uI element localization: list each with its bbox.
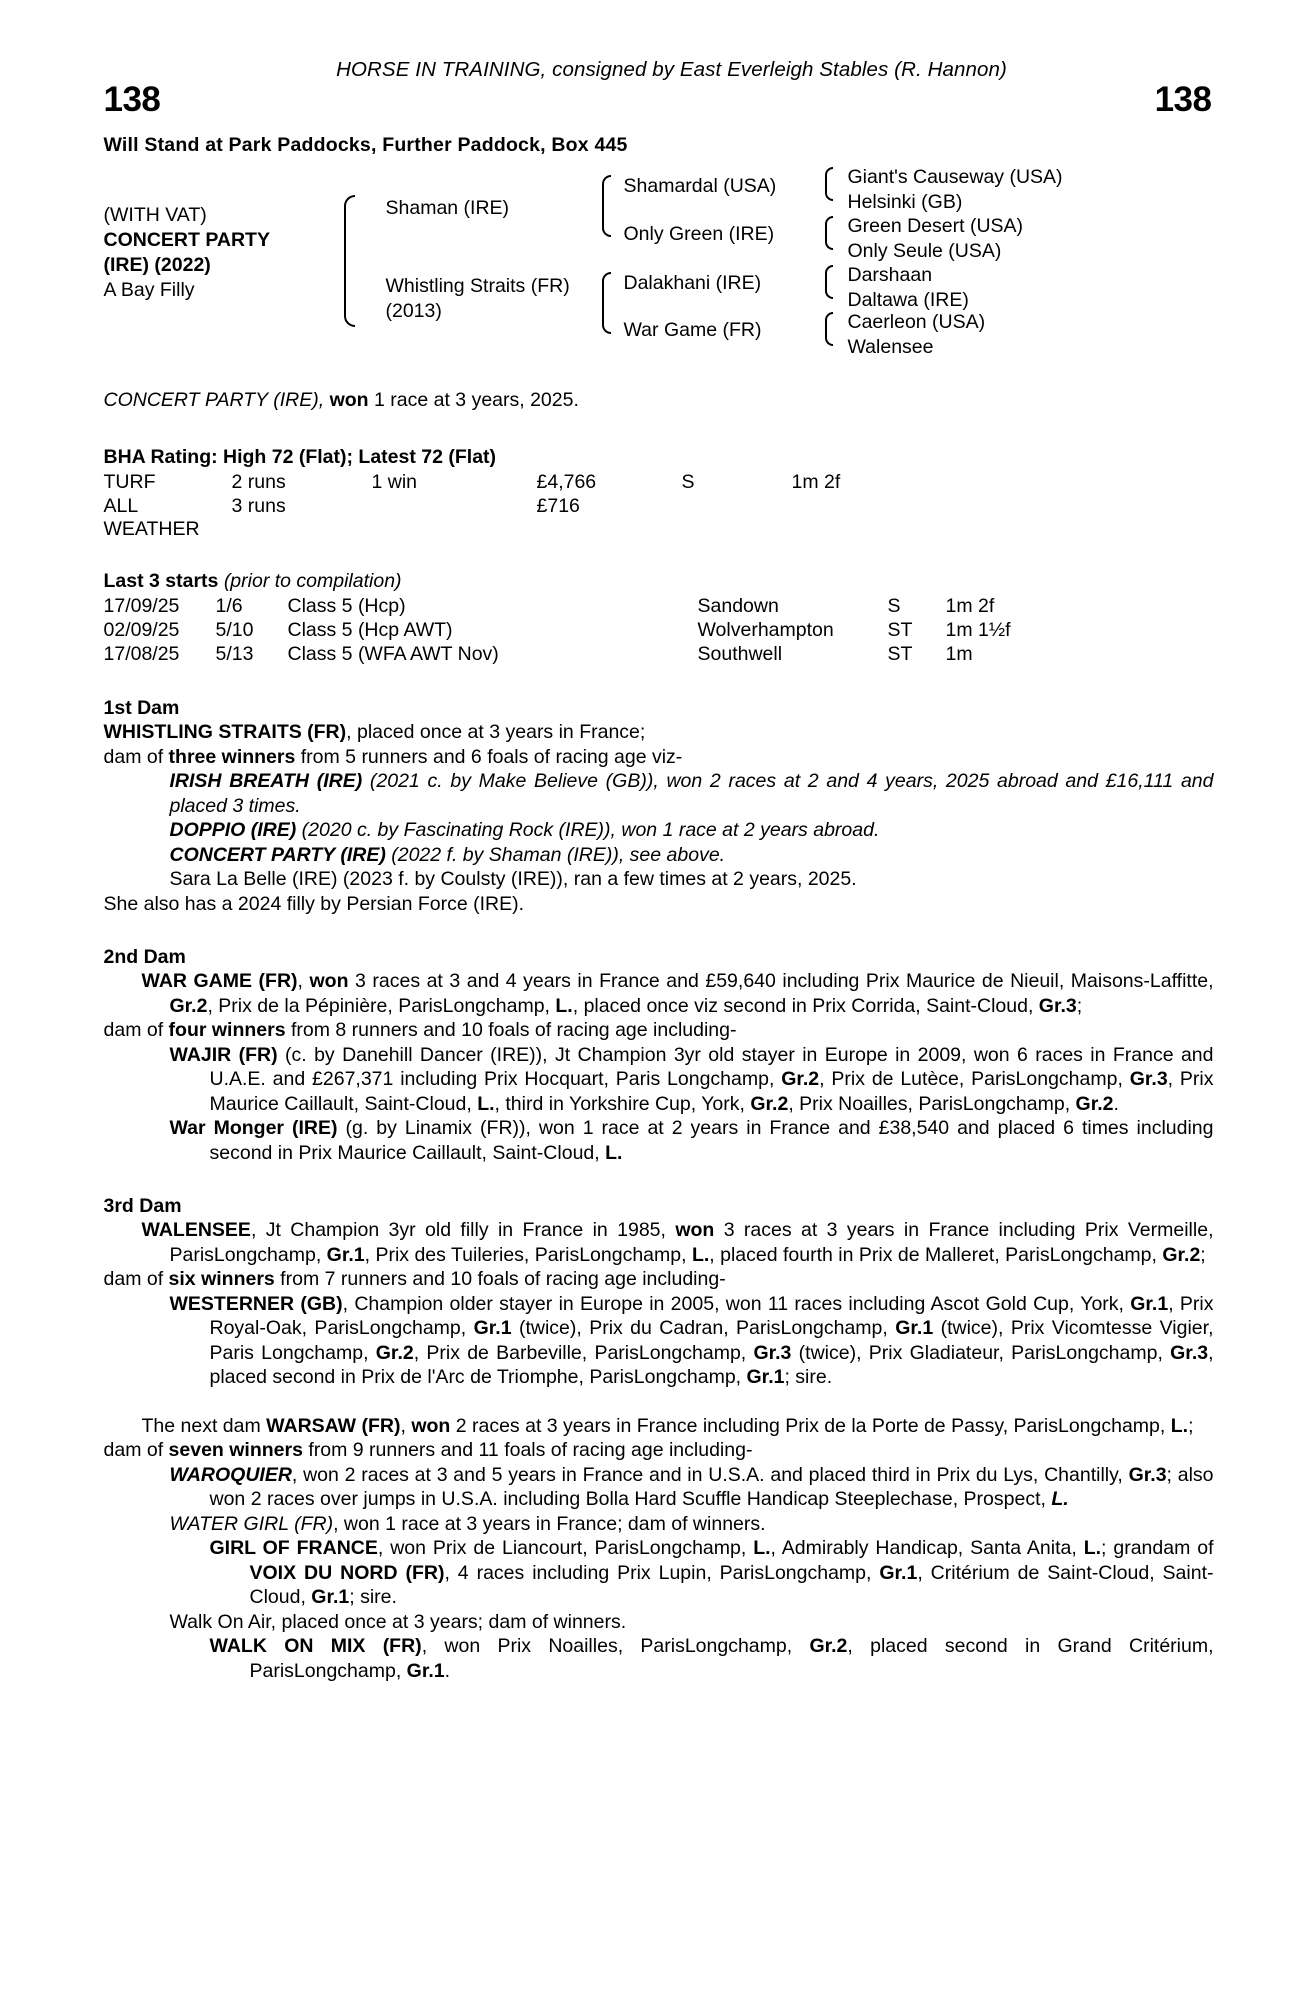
progeny-text: (2020 c. by Fascinating Rock (IRE)), won 1 race at 2 years abroad. xyxy=(296,819,880,841)
table-row xyxy=(104,595,1011,619)
pedigree-brace-gg4 xyxy=(820,312,846,346)
pedigree-table xyxy=(103,166,1218,358)
vat-note: (WITH VAT) xyxy=(103,204,207,226)
pedigree-sire-dam: Only Green (IRE) xyxy=(623,223,775,245)
first-dam-damof-post: from 5 runners and 6 foals of racing age viz- xyxy=(295,745,683,768)
stats-wins: 1 win xyxy=(371,471,418,493)
first-dam-line1: WHISTLING STRAITS (FR), placed once at 3 years in France; xyxy=(103,721,646,743)
bha-rating-heading: BHA Rating: High 72 (Flat); Latest 72 (Flat) xyxy=(103,446,497,468)
pedigree-brace-sire xyxy=(596,175,626,237)
lot-number-left: 138 xyxy=(103,80,161,119)
progeny-name: CONCERT PARTY (IRE) xyxy=(169,843,386,866)
start-distance: 1m 2f xyxy=(945,595,995,617)
stats-distance: 1m 2f xyxy=(791,471,841,493)
first-dam-closing: She also has a 2024 filly by Persian Force (IRE). xyxy=(103,892,525,915)
pedigree-brace-gg3 xyxy=(820,265,846,299)
next-dam-p2: dam of seven winners from 9 runners and 11 foals of racing age including- xyxy=(103,1439,753,1461)
race-summary-detail: 1 race at 3 years, 2025. xyxy=(374,389,579,411)
second-dam-heading: 2nd Dam xyxy=(103,946,186,968)
start-course: Sandown xyxy=(697,595,779,617)
third-dam-p2: dam of six winners from 7 runners and 10 foals of racing age including- xyxy=(103,1268,726,1290)
pedigree-dam-dam: War Game (FR) xyxy=(623,319,762,341)
progeny-text: (2022 f. by Shaman (IRE)), see above. xyxy=(385,843,726,866)
progeny-text: (2021 c. by Make Believe (GB)), won 2 races at 2 and 4 years, 2025 abroad and £16,111 and placed 3 times. xyxy=(169,770,1214,817)
pedigree-brace-gg2 xyxy=(820,216,846,250)
list-item xyxy=(104,818,1218,843)
next-dam-progeny-1: WAROQUIER, won 2 races at 3 and 5 years in France and in U.S.A. and placed third in Prix du Lys, Chantilly, Gr.3; also won 2 races over jumps in U.S.A. including Bolla Hard Scuffle Handicap Steeplechase, Prospect, L. xyxy=(169,1463,1214,1510)
lot-number-row xyxy=(98,80,1218,128)
progeny-text: (2023 f. by Coulsty (IRE)), ran a few times at 2 years, 2025. xyxy=(337,868,857,890)
first-dam-winners-count: three winners xyxy=(168,745,296,768)
pedigree-gg-2b: Only Seule (USA) xyxy=(847,240,1002,262)
next-dam-progeny-4: Walk On Air, placed once at 3 years; dam of winners. xyxy=(169,1610,627,1633)
stats-prize: £716 xyxy=(536,495,580,517)
pedigree-sire-sire: Shamardal (USA) xyxy=(623,175,777,197)
pedigree-brace-dam xyxy=(596,272,626,334)
pedigree-subject xyxy=(104,203,324,303)
pedigree-gg-2 xyxy=(848,214,1024,264)
pedigree-gg-3b: Daltawa (IRE) xyxy=(847,289,969,311)
table-row xyxy=(104,495,841,542)
start-distance: 1m 1½f xyxy=(945,619,1011,641)
stats-wins xyxy=(372,495,537,542)
stats-runs: 2 runs xyxy=(231,471,286,493)
third-dam-progeny-1: WESTERNER (GB), Champion older stayer in Europe in 2005, won 11 races including Ascot Gold Cup, York, Gr.1, Prix Royal-Oak, ParisLongchamp, Gr.1 (twice), Prix du Cadran, ParisLongchamp, Gr.1 (twice), Prix Vicomtesse Vigier, Paris Longchamp, Gr.2, Prix de Barbeville, ParisLongchamp, Gr.3 (twice), Prix Gladiateur, ParisLongchamp, Gr.3, placed second in Prix de l'Arc de Triomphe, ParisLongchamp, Gr.1; sire. xyxy=(169,1292,1214,1388)
first-dam-heading: 1st Dam xyxy=(103,697,180,719)
pedigree-gg-2a: Green Desert (USA) xyxy=(847,215,1024,237)
page-content xyxy=(98,0,1218,1683)
horse-description: A Bay Filly xyxy=(103,279,195,301)
table-row xyxy=(104,619,1011,643)
last-starts-heading xyxy=(104,570,1218,593)
pedigree-gg-1b: Helsinki (GB) xyxy=(847,191,963,213)
pedigree-brace-level1 xyxy=(336,195,376,327)
second-dam-progeny-1: WAJIR (FR) (c. by Danehill Dancer (IRE)), Jt Champion 3yr old stayer in Europe in 2009, won 6 races in France and U.A.E. and £267,371 including Prix Hocquart, Paris Longchamp, Gr.2, Prix de Lutèce, ParisLongchamp, Gr.3, Prix Maurice Caillault, Saint-Cloud, L., third in Yorkshire Cup, York, Gr.2, Prix Noailles, ParisLongchamp, Gr.2. xyxy=(169,1043,1214,1115)
horse-country-year: (IRE) (2022) xyxy=(103,254,211,276)
list-item xyxy=(104,867,1218,892)
lot-number-right: 138 xyxy=(1154,80,1212,119)
pedigree-gg-4 xyxy=(848,310,986,360)
pedigree-gg-1 xyxy=(848,165,1063,215)
next-dam-progeny-3: GIRL OF FRANCE, won Prix de Liancourt, ParisLongchamp, L., Admirably Handicap, Santa Anita, L.; grandam of VOIX DU NORD (FR), 4 races including Prix Lupin, ParisLongchamp, Gr.1, Critérium de Saint-Cloud, Saint-Cloud, Gr.1; sire. xyxy=(209,1537,1214,1608)
next-dam-progeny-5: WALK ON MIX (FR), won Prix Noailles, ParisLongchamp, Gr.2, placed second in Grand Critérium, ParisLongchamp, Gr.1. xyxy=(209,1635,1214,1682)
consignor-line: HORSE IN TRAINING, consigned by East Everleigh Stables (R. Hannon) xyxy=(336,58,1007,81)
start-date: 02/09/25 xyxy=(103,619,180,641)
pedigree-dam: Whistling Straits (FR) xyxy=(385,275,570,297)
start-position: 5/13 xyxy=(215,643,254,665)
horse-name: CONCERT PARTY xyxy=(103,229,270,251)
second-dam-p1: WAR GAME (FR), won 3 races at 3 and 4 years in France and £59,640 including Prix Maurice de Nieuil, Maisons-Laffitte, Gr.2, Prix de la Pépinière, ParisLongchamp, L., placed once viz second in Prix Corrida, Saint-Cloud, Gr.3; xyxy=(141,970,1214,1017)
pedigree-gg-1a: Giant's Causeway (USA) xyxy=(847,166,1063,188)
table-row xyxy=(104,471,841,495)
race-summary-won: won xyxy=(329,389,369,411)
start-position: 1/6 xyxy=(215,595,243,617)
pedigree-gg-4a: Caerleon (USA) xyxy=(847,311,986,333)
stats-runs: 3 runs xyxy=(231,495,286,517)
stats-distance xyxy=(792,495,841,542)
race-summary-line xyxy=(104,389,1218,412)
pedigree-gg-4b: Walensee xyxy=(847,336,934,358)
progeny-name: DOPPIO (IRE) xyxy=(169,819,297,841)
pedigree-brace-gg1 xyxy=(820,167,846,201)
pedigree-gg-3 xyxy=(848,263,969,313)
second-dam-progeny-2: War Monger (IRE) (g. by Linamix (FR)), won 1 race at 2 years in France and £38,540 and placed 6 times including second in Prix Maurice Caillault, Saint-Cloud, L. xyxy=(169,1117,1214,1164)
start-going: S xyxy=(887,595,901,617)
start-position: 5/10 xyxy=(215,619,254,641)
next-dam-p1: The next dam WARSAW (FR), won 2 races at 3 years in France including Prix de la Porte de Passy, ParisLongchamp, L.; xyxy=(141,1414,1194,1437)
list-item xyxy=(104,843,1218,868)
stats-prize: £4,766 xyxy=(536,471,597,493)
start-race: Class 5 (WFA AWT Nov) xyxy=(287,643,499,665)
pedigree-sire: Shaman (IRE) xyxy=(385,197,510,219)
stats-surface: ALL WEATHER xyxy=(103,495,200,540)
first-dam-damof-pre: dam of xyxy=(103,745,169,768)
start-course: Wolverhampton xyxy=(697,619,834,641)
third-dam-heading: 3rd Dam xyxy=(103,1195,182,1217)
progeny-name: Sara La Belle (IRE) xyxy=(169,868,338,890)
third-dam-p1: WALENSEE, Jt Champion 3yr old filly in France in 1985, won 3 races at 3 years in France including Prix Vermeille, ParisLongchamp, Gr.1, Prix des Tuileries, ParisLongchamp, L., placed fourth in Prix de Malleret, ParisLongchamp, Gr.2; xyxy=(141,1219,1214,1266)
pedigree-gg-3a: Darshaan xyxy=(847,264,933,286)
stabling-line: Will Stand at Park Paddocks, Further Paddock, Box 445 xyxy=(103,134,628,156)
stats-surface: TURF xyxy=(103,471,156,493)
stats-going xyxy=(682,495,792,542)
start-date: 17/09/25 xyxy=(103,595,180,617)
start-distance: 1m xyxy=(945,643,973,665)
stats-going: S xyxy=(681,471,695,493)
pedigree-dam-year: (2013) xyxy=(385,300,442,322)
start-course: Southwell xyxy=(697,643,783,665)
last-starts-note: (prior to compilation) xyxy=(223,570,402,592)
table-row xyxy=(104,643,1011,667)
start-race: Class 5 (Hcp AWT) xyxy=(287,619,453,641)
progeny-name: IRISH BREATH (IRE) xyxy=(169,770,363,792)
last-starts-table xyxy=(104,595,1011,667)
pedigree-dam-sire: Dalakhani (IRE) xyxy=(623,272,762,294)
start-date: 17/08/25 xyxy=(103,643,180,665)
list-item xyxy=(104,769,1218,818)
start-going: ST xyxy=(887,619,913,641)
race-summary-subject: CONCERT PARTY (IRE), xyxy=(103,389,325,411)
first-dam-line2 xyxy=(104,745,1218,770)
start-going: ST xyxy=(887,643,913,665)
second-dam-p2: dam of four winners from 8 runners and 10 foals of racing age including- xyxy=(103,1019,737,1041)
last-starts-title: Last 3 starts xyxy=(103,570,219,592)
next-dam-progeny-2: WATER GIRL (FR), won 1 race at 3 years in France; dam of winners. xyxy=(169,1512,766,1535)
start-race: Class 5 (Hcp) xyxy=(287,595,406,617)
career-stats-table xyxy=(104,471,841,542)
